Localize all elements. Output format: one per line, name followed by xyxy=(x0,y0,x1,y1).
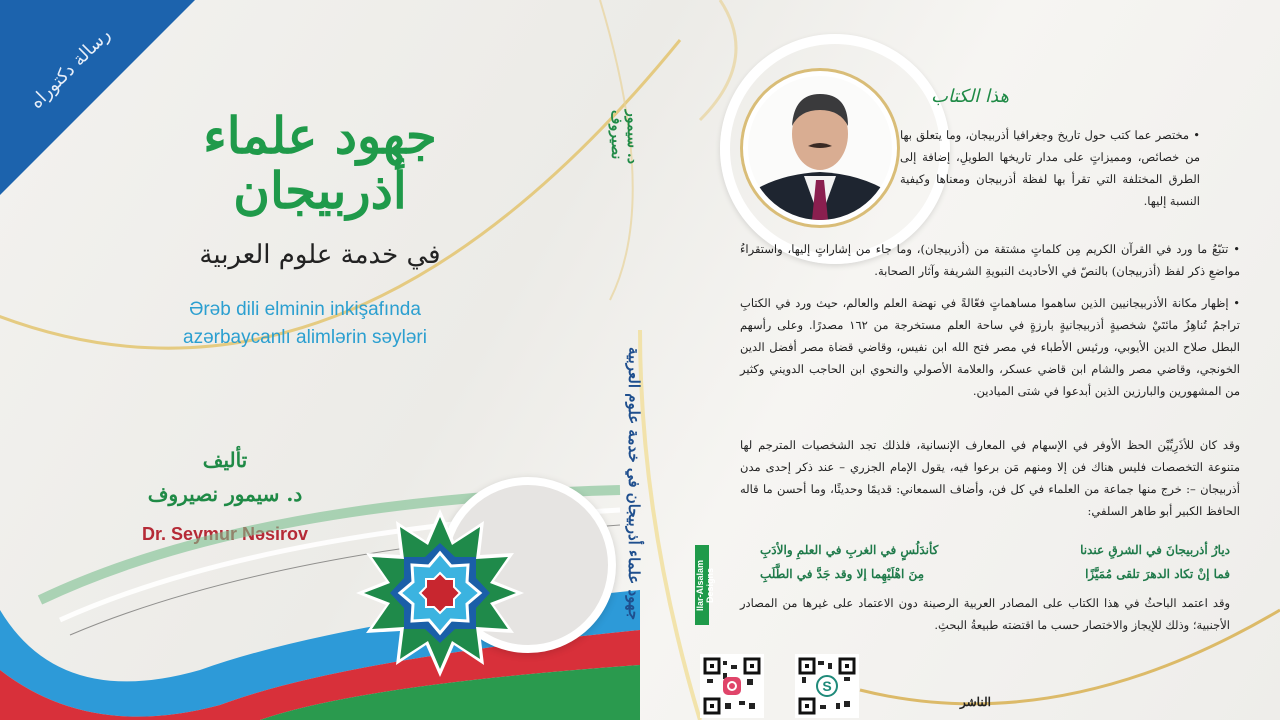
author-name-arabic: د. سيمور نصيروف xyxy=(147,482,303,506)
author-portrait-icon xyxy=(748,76,892,220)
poem xyxy=(760,538,1230,586)
website-qr-code[interactable] xyxy=(795,654,859,718)
azerbaijani-subtitle-line-2: azərbaycanlı alimlərin səyləri xyxy=(183,327,427,348)
poem-hemistich: مِنَ اهْلَيْهِما إلا وقد جَدَّ في الطَّلَبِ xyxy=(760,567,925,581)
poem-hemistich: كأندَلُسٍ في الغربِ في العلمِ والأدَبِ xyxy=(760,543,939,557)
poem-hemistich: فما إنْ تكاد الدهرَ تلقى مُمَيَّزًا xyxy=(1085,567,1230,581)
designer-credit: Ilar-Alsalam Designs xyxy=(695,545,709,625)
spine-title: جهود علماء أذربيجان في خدمة علوم العربية xyxy=(625,346,643,620)
qr-code-icon xyxy=(798,657,856,715)
svg-text:S: S xyxy=(822,678,832,694)
instagram-qr-code[interactable] xyxy=(700,654,764,718)
authorship-label: تأليف xyxy=(202,448,248,472)
corner-label: رسالة دكتوراه xyxy=(25,24,115,113)
book-subtitle: في خدمة علوم العربية xyxy=(199,240,441,270)
paragraph-4: وقد كان للأذَرِيِّيْن الحظ الأوفر في الإسهام في المعارف الإنسانية، فلذلك تجد الشخصيات المترجم لها متنوعة التخصصات فليس هناك فن إلا ومنهم مَن برعوا فيه، يقول الإمام الجزري – عند ذكر إحدى مدن أذربيجان –: خرج منها جماعة من العلماء في كل فن، وأضاف السمعاني: قديمًا وحديثًا، وما أحسن ما قاله الحافظ الكبير أبو طاهر السلفي: xyxy=(740,438,1240,518)
publisher-label: الناشر xyxy=(960,695,991,709)
octagram-star-icon xyxy=(355,508,525,678)
poem-hemistich: ديارُ أذربيجانَ في الشرقِ عندنا xyxy=(1080,543,1230,557)
paragraph-2: • تتبّعُ ما ورد في القرآن الكريم مِن كلماتٍ مشتقة من (أذربيجان)، وما جاء من إشاراتٍ إليها، واستقراءُ مواضعِ ذكر لفظ (أذربيجان) بالنصّ في الأحاديث النبويةِ الشريفة وآثار الصحابة. xyxy=(740,242,1240,278)
poem-verse xyxy=(760,562,1230,586)
azerbaijani-subtitle xyxy=(140,296,470,352)
author-photo xyxy=(748,76,892,220)
about-book-heading: هذا الكتاب xyxy=(931,86,1009,107)
author-name-latin: Dr. Seymur Nəsirov xyxy=(141,524,309,544)
qr-code-icon xyxy=(703,657,761,715)
paragraph-5: وقد اعتمد الباحثُ في هذا الكتاب على المصادر العربية الرصينة دون الاعتماد على غيرها من المصادر الأجنبية؛ وذلك للإيجاز والاختصار حسب ما اقتضته طبيعةُ البحثِ. xyxy=(740,596,1230,632)
poem-verse xyxy=(760,538,1230,562)
book-title: جهود علماء أذربيجان xyxy=(203,106,437,220)
spine-author: د. سيمور نصيروف xyxy=(608,110,640,165)
paragraph-3: • إظهار مكانة الأذربيجانيين الذين ساهموا مساهماتٍ فعّالةً في نهضة العلم والعالم، حيث ورد في الكتابِ تراجمُ تُناهِزُ مائتَيْ شخصيةٍ أذربيجانيةٍ بارزةٍ في ساحة العلم مستخرجة من ١٦٢ مصدرًا. وعلى رأسهم البطل صلاح الدين الأيوبي، ورئيس الأطباء في مصر فتح الله ابن نفيس، وقاضي قضاة مصر أفضل الدين الخونجي، وقاضي مصر والشام ابن قاضي عسكر، والعلامة الأصولي والنحوي ابن الحاجب الدويني وكثير من المشهورين والبارزين الذين أبدعوا في شتى الميادين. xyxy=(740,296,1240,398)
azerbaijani-subtitle-line-1: Ərəb dili elminin inkişafında xyxy=(189,299,421,320)
paragraph-1: • مختصر عما كتب حول تاريخ وجغرافيا أذربيجان، وما يتعلق بها من خصائص، ومميزاتٍ على مدار تاريخها الطويلِ، إضافة إلى الطرق المختلفة التي تقرأ بها لفظة أذربيجان ومعناها وكيفية النسبة إليها. xyxy=(900,128,1200,208)
